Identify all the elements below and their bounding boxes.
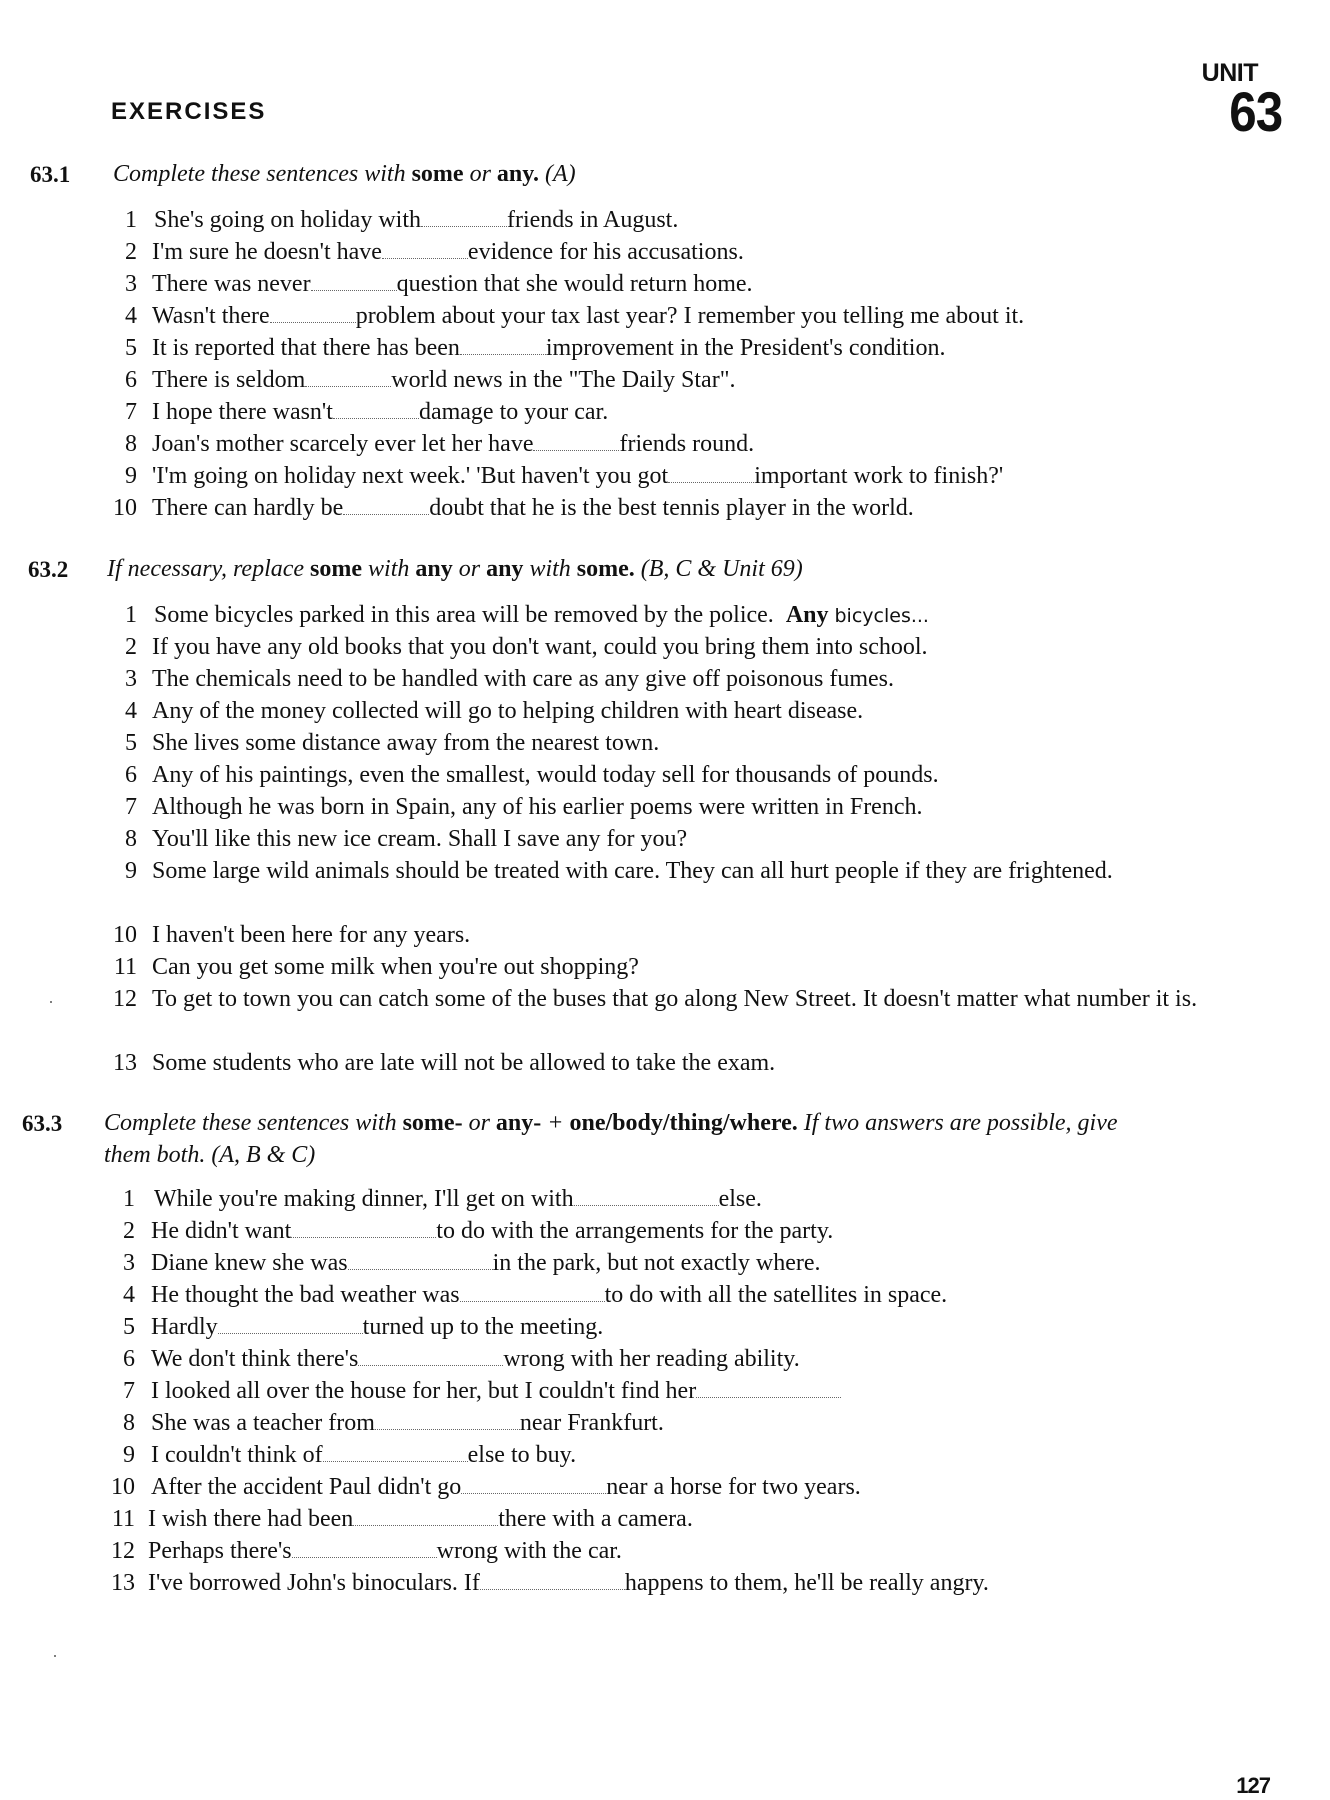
exercise-instruction: Complete these sentences with some- or any- + one/body/thing/where. If two answers are possible, give them both. (A, B & C) — [104, 1110, 1118, 1168]
exercise-items — [0, 1183, 1330, 1599]
exercise-items — [0, 204, 1330, 524]
list-item: 1 Some bicycles parked in this area will be removed by the police. Any bicycles... — [125, 602, 929, 628]
list-item: 7 I hope there wasn't damage to your car. — [125, 399, 609, 425]
scan-speck — [54, 1655, 56, 1657]
list-item: 4 Any of the money collected will go to helping children with heart disease. — [125, 698, 864, 724]
list-item: 13 I've borrowed John's binoculars. If happens to them, he'll be really angry. — [111, 1570, 989, 1596]
page-number: 127 — [1236, 1773, 1270, 1798]
answer-blank[interactable] — [358, 1345, 503, 1366]
list-item: 7 Although he was born in Spain, any of his earlier poems were written in French. — [125, 794, 923, 820]
list-item: 6 Any of his paintings, even the smallest, would today sell for thousands of pounds. — [125, 762, 939, 788]
list-item: 11 Can you get some milk when you're out shopping? — [113, 954, 639, 980]
answer-blank[interactable] — [375, 1409, 520, 1430]
list-item: 12 Perhaps there's wrong with the car. — [111, 1538, 622, 1564]
unit-label: UNIT — [1201, 59, 1258, 87]
list-item: 8 Joan's mother scarcely ever let her have friends round. — [125, 431, 755, 457]
answer-blank[interactable] — [696, 1377, 841, 1398]
exercise-instruction: Complete these sentences with some or any. (A) — [113, 161, 576, 187]
list-item: 11 I wish there had been there with a camera. — [111, 1506, 693, 1532]
list-item: 5 She lives some distance away from the nearest town. — [125, 730, 660, 756]
unit-box — [1201, 59, 1282, 143]
answer-blank[interactable] — [333, 398, 419, 419]
page-title: EXERCISES — [111, 98, 267, 125]
list-item: 10 After the accident Paul didn't go near a horse for two years. — [111, 1474, 861, 1500]
list-item: 8 You'll like this new ice cream. Shall I save any for you? — [125, 826, 688, 852]
list-item: 1 While you're making dinner, I'll get on with else. — [123, 1186, 762, 1212]
list-item: 3 The chemicals need to be handled with care as any give off poisonous fumes. — [125, 666, 894, 692]
answer-blank[interactable] — [305, 366, 391, 387]
list-item: 7 I looked all over the house for her, but I couldn't find her — [0, 1375, 1330, 1407]
list-item: 3 Diane knew she was in the park, but not exactly where. — [123, 1250, 821, 1276]
answer-blank[interactable] — [343, 494, 429, 515]
list-item: 12 To get to town you can catch some of the buses that go along New Street. It doesn't matter what number it is. — [113, 986, 1198, 1012]
list-item: 9 I couldn't think of else to buy. — [123, 1442, 577, 1468]
answer-blank[interactable] — [291, 1217, 436, 1238]
answer-blank[interactable] — [382, 238, 468, 259]
answer-blank[interactable] — [668, 462, 754, 483]
answer-blank[interactable] — [218, 1313, 363, 1334]
list-item: 9 Some large wild animals should be treated with care. They can all hurt people if they are frightened. — [125, 858, 1113, 884]
unit-number: 63 — [1228, 80, 1282, 143]
answer-blank[interactable] — [292, 1537, 437, 1558]
list-item: 2 He didn't want to do with the arrangements for the party. — [123, 1218, 834, 1244]
answer-blank[interactable] — [323, 1441, 468, 1462]
answer-blank[interactable] — [348, 1249, 493, 1270]
answer-blank[interactable] — [270, 302, 356, 323]
list-item: 9 'I'm going on holiday next week.' 'But haven't you got important work to finish?' — [125, 463, 1004, 489]
list-item: 3 There was never question that she would return home. — [125, 271, 753, 297]
exercise-number: 63.1 — [30, 162, 71, 187]
list-item: 10 There can hardly be doubt that he is the best tennis player in the world. — [113, 495, 914, 521]
answer-blank[interactable] — [533, 430, 619, 451]
list-item: 13 Some students who are late will not be allowed to take the exam. — [113, 1050, 776, 1076]
answer-blank[interactable] — [460, 1281, 605, 1302]
answer-blank[interactable] — [574, 1185, 719, 1206]
list-item: 8 She was a teacher from near Frankfurt. — [123, 1410, 664, 1436]
handwritten-answer: bicycles... — [834, 605, 929, 627]
list-item: 5 Hardly turned up to the meeting. — [123, 1314, 604, 1340]
list-item: 5 It is reported that there has been improvement in the President's condition. — [125, 335, 946, 361]
exercise-number: 63.2 — [28, 557, 69, 582]
exercise-items — [0, 599, 1330, 1079]
list-item: 4 Wasn't there problem about your tax last year? I remember you telling me about it. — [125, 303, 1025, 329]
list-item: 6 There is seldom world news in the "The Daily Star". — [125, 367, 736, 393]
answer-blank[interactable] — [311, 270, 397, 291]
answer-blank[interactable] — [480, 1569, 625, 1590]
list-item: 1 She's going on holiday with friends in August. — [125, 207, 679, 233]
list-item: 6 We don't think there's wrong with her reading ability. — [123, 1346, 800, 1372]
answer-blank[interactable] — [353, 1505, 498, 1526]
answer-blank[interactable] — [460, 334, 546, 355]
list-item: 2 If you have any old books that you don't want, could you bring them into school. — [125, 634, 928, 660]
answer-blank[interactable] — [461, 1473, 606, 1494]
scan-speck — [50, 1001, 52, 1003]
list-item: 4 He thought the bad weather was to do with all the satellites in space. — [123, 1282, 948, 1308]
list-item: 10 I haven't been here for any years. — [113, 922, 471, 948]
exercise-number: 63.3 — [22, 1111, 63, 1136]
example-answer: Any — [785, 602, 829, 628]
list-item: 2 I'm sure he doesn't have evidence for his accusations. — [125, 239, 744, 265]
answer-blank[interactable] — [421, 206, 507, 227]
exercise-instruction: If necessary, replace some with any or any with some. (B, C & Unit 69) — [107, 556, 803, 582]
